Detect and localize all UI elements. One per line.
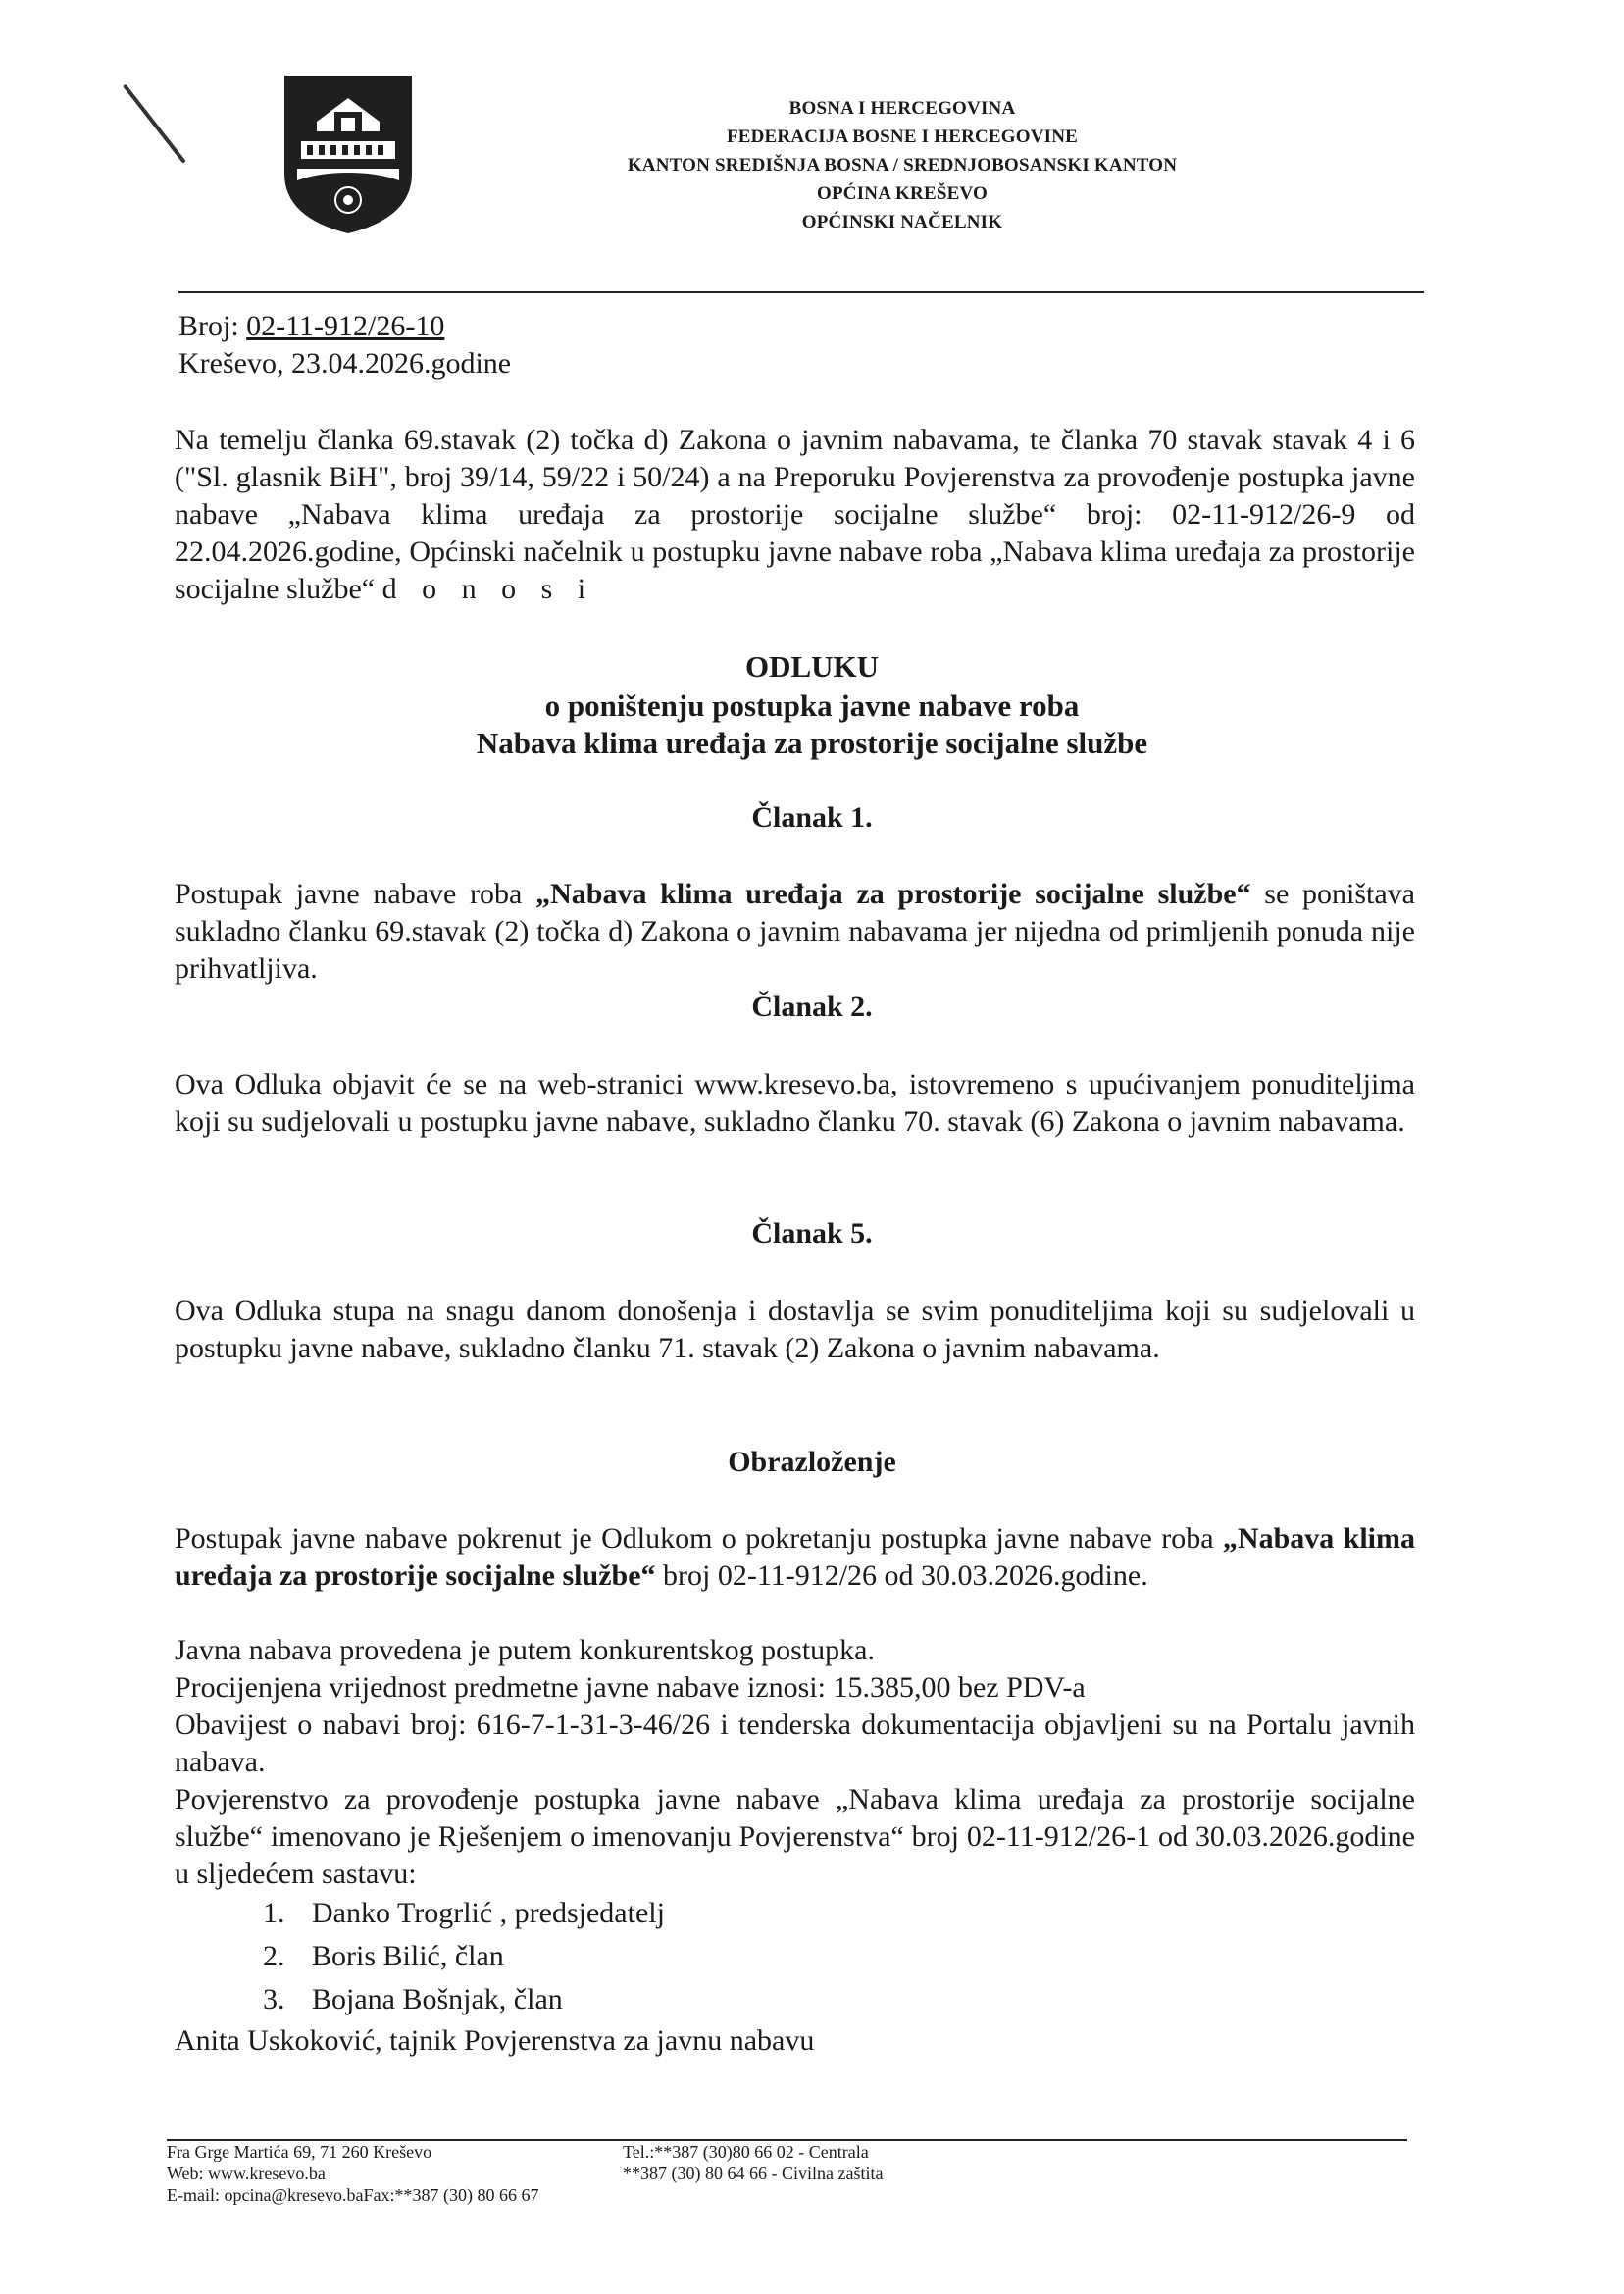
footer-phone-civil-protection: **387 (30) 80 64 66 - Civilna zaštita (623, 2164, 884, 2183)
list-item-number: 2. (263, 1940, 285, 1972)
article-1-text-b: se poništava sukladno članku 69.stavak (2) točka d) Zakona o javnim nabavama jer nijedna od primljenih ponuda nije prihvatljiva. (175, 878, 1415, 985)
justification-notice: Obavijest o nabavi broj: 616-7-1-31-3-46/26 i tenderska dokumentacija objavljeni su na Portalu javnih nabava. (175, 1708, 1415, 1778)
justification-p1-a: Postupak javne nabave pokrenut je Odlukom o pokretanju postupka javne nabave roba (175, 1522, 1223, 1555)
list-item-text: Bojana Bošnjak, član (312, 1983, 563, 2015)
list-item (263, 1978, 665, 2021)
article-5-heading: Članak 5. (751, 1217, 873, 1249)
list-item-number: 3. (263, 1983, 285, 2015)
footer-contact-left (167, 2141, 539, 2206)
article-1-subject: „Nabava klima uređaja za prostorije socijalne službe“ (535, 878, 1251, 910)
footer-email-fax: E-mail: opcina@kresevo.baFax:**387 (30) 80 66 67 (167, 2185, 539, 2205)
article-2-text: Ova Odluka objavit će se na web-stranici www.kresevo.ba, istovremeno s upućivanjem ponuditeljima koji su sudjelovali u postupku javne nabave, sukladno članku 70. stavak (6) Zakona o javnim nabavama. (175, 1068, 1415, 1138)
list-item-text: Danko Trogrlić , predsjedatelj (312, 1897, 665, 1929)
intro-verb: d o n o s i (381, 573, 595, 605)
header-federation: FEDERACIJA BOSNE I HERCEGOVINE (726, 127, 1079, 147)
header-municipality: OPĆINA KREŠEVO (817, 183, 988, 204)
article-1-text-a: Postupak javne nabave roba (175, 878, 536, 910)
justification-value: Procijenjena vrijednost predmetne javne nabave iznosi: 15.385,00 bez PDV-a (175, 1671, 1086, 1704)
committee-members-list (263, 1892, 665, 2021)
list-item-number: 1. (263, 1897, 285, 1929)
justification-heading: Obrazloženje (728, 1446, 896, 1478)
justification-p1-b: broj 02-11-912/26 od 30.03.2026.godine. (655, 1559, 1148, 1592)
committee-secretary: Anita Uskoković, tajnik Povjerenstva za javnu nabavu (175, 2024, 815, 2057)
header-divider (178, 291, 1424, 293)
list-item (263, 1892, 665, 1935)
justification-subject: „Nabava klima uređaja za prostorije socijalne službe“ (175, 1522, 1415, 1592)
decision-title: ODLUKU (744, 649, 880, 684)
reference-value: 02-11-912/26-10 (246, 310, 445, 342)
header-country: BOSNA I HERCEGOVINA (788, 98, 1016, 119)
footer-address: Fra Grge Martića 69, 71 260 Kreševo (167, 2142, 432, 2162)
decision-subject: Nabava klima uređaja za prostorije socijalne službe (476, 726, 1148, 760)
article-1-text (175, 876, 1415, 988)
reference-number (178, 307, 444, 346)
article-2-heading: Članak 2. (751, 991, 873, 1023)
footer-web: Web: www.kresevo.ba (167, 2164, 326, 2183)
justification-committee: Povjerenstvo za provođenje postupka javne nabave „Nabava klima uređaja za prostorije socijalne službe“ imenovano je Rješenjem o imenovanju Povjerenstva“ broj 02-11-912/26-1 od 30.03.2026.godine u sljedećem sastavu: (175, 1783, 1415, 1890)
header-office: OPĆINSKI NAČELNIK (801, 212, 1003, 232)
header-canton: KANTON SREDIŠNJA BOSNA / SREDNJOBOSANSKI KANTON (627, 155, 1178, 176)
list-item (263, 1935, 665, 1978)
article-5-text: Ova Odluka stupa na snagu danom donošenja i dostavlja se svim ponuditeljima koji su sudjelovali u postupku javne nabave, sukladno članku 71. stavak (2) Zakona o javnim nabavama. (175, 1295, 1415, 1364)
list-item-text: Boris Bilić, član (312, 1940, 504, 1972)
scan-mark (123, 84, 186, 164)
decision-subtitle: o poništenju postupka javne nabave roba (544, 688, 1080, 723)
intro-text: Na temelju članka 69.stavak (2) točka d) Zakona o javnim nabavama, te članka 70 stavak stavak 4 i 6 ("Sl. glasnik BiH", broj 39/14, 59/22 i 50/24) a na Preporuku Povjerenstva za provođenje postupka javne nabave „Nabava klima uređaja za prostorije socijalne službe“ broj: 02-11-912/26-9 od 22.04.2026.godine, Općinski načelnik u postupku javne nabave roba „Nabava klima uređaja za prostorije socijalne službe“ (175, 424, 1415, 605)
institution-header (549, 94, 1255, 236)
reference-label: Broj: (178, 310, 247, 342)
intro-paragraph (175, 422, 1415, 608)
justification-paragraph-1 (175, 1520, 1415, 1595)
footer-contact-right (623, 2141, 883, 2184)
kresevo-coat-of-arms-icon (279, 71, 417, 237)
justification-procedure: Javna nabava provedena je putem konkurentskog postupka. (175, 1634, 875, 1666)
article-1-heading: Članak 1. (751, 801, 873, 834)
document-date: Kreševo, 23.04.2026.godine (178, 347, 512, 380)
footer-phone-central: Tel.:**387 (30)80 66 02 - Centrala (623, 2142, 869, 2162)
